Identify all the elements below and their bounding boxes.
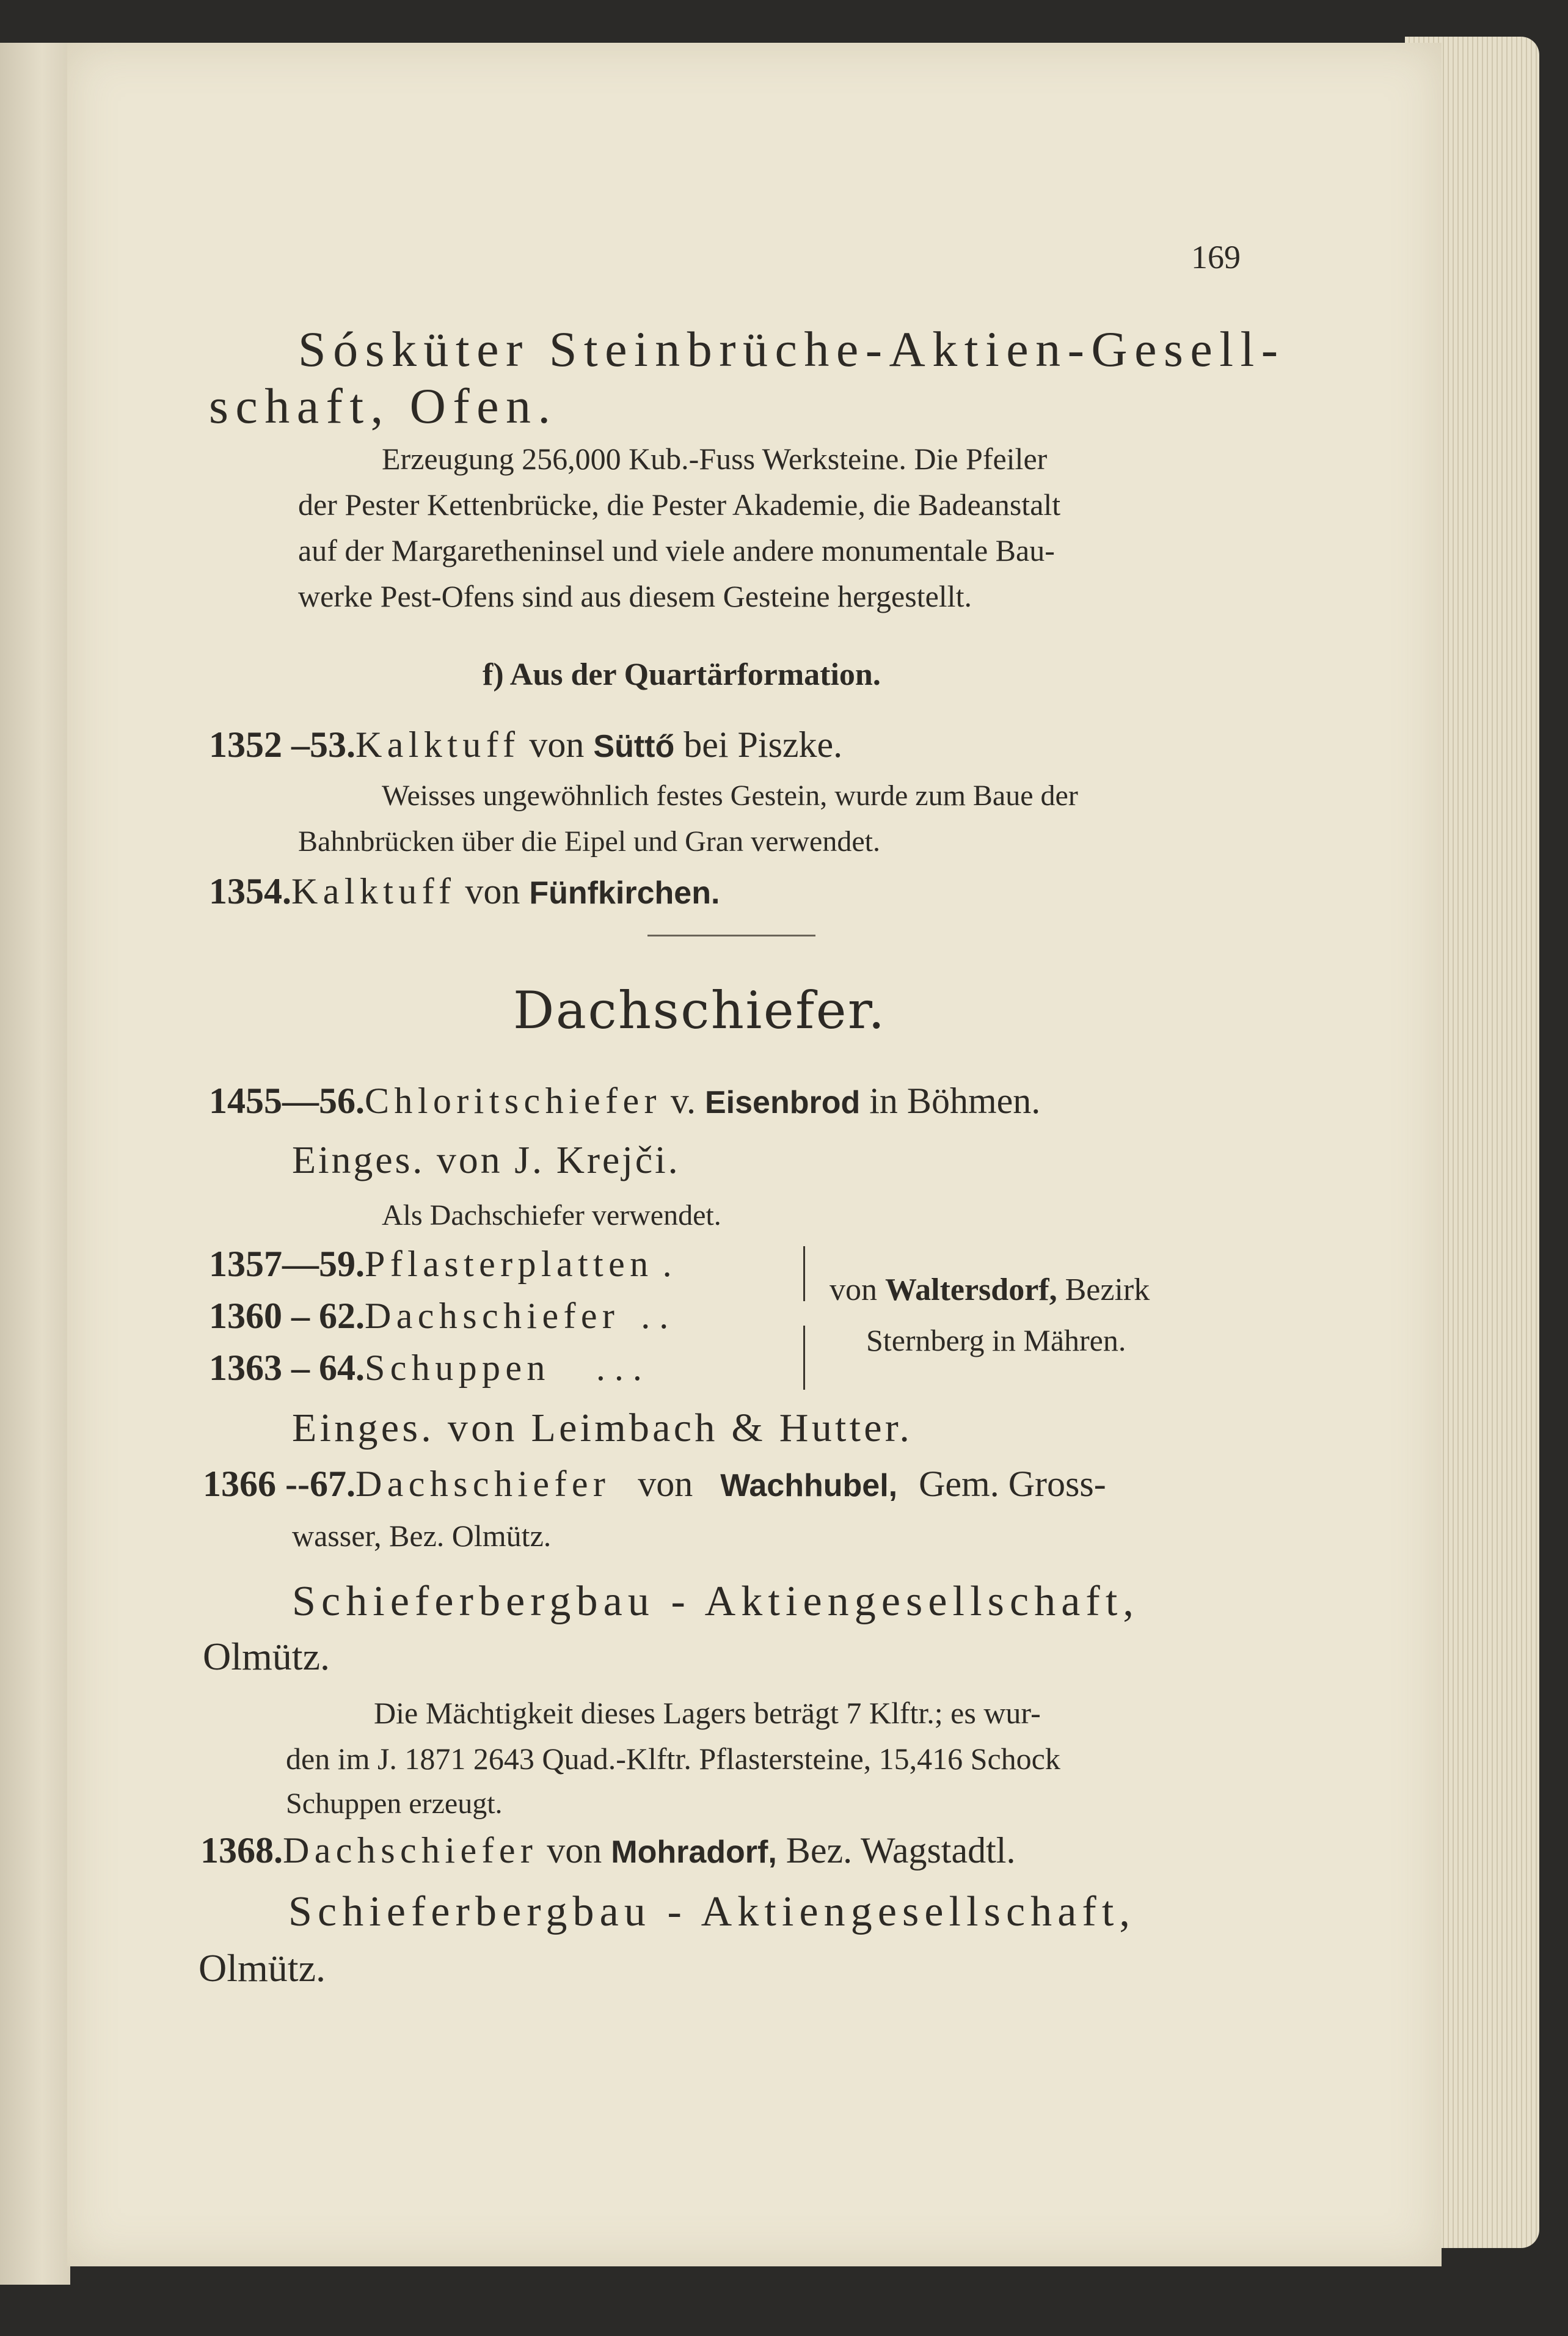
entry-1352-desc-line: Weisses ungewöhnlich festes Gestein, wurde zum Baue der xyxy=(382,779,1078,812)
entry-von: von xyxy=(465,871,520,911)
entry-von: v. xyxy=(670,1081,696,1121)
entry-number: 1368. xyxy=(200,1830,283,1871)
entry-dots: . . xyxy=(641,1296,669,1336)
entry-item: Dachschiefer xyxy=(365,1296,620,1336)
entry-dots: . xyxy=(662,1244,672,1284)
entry-number: 1455—56. xyxy=(209,1081,365,1121)
company3-name-line2: Olmütz. xyxy=(199,1946,326,1990)
section-title: Dachschiefer. xyxy=(513,980,886,1040)
krejci-note: Als Dachschiefer verwendet. xyxy=(382,1199,721,1232)
left-page-edge xyxy=(0,43,70,2285)
company2-desc-line: Die Mächtigkeit dieses Lagers beträgt 7 Klftr.; es wur- xyxy=(374,1696,1041,1730)
entry-item: Kalktuff xyxy=(291,871,456,911)
entry-number: 1357—59. xyxy=(209,1244,365,1284)
divider xyxy=(647,935,815,936)
company1-name-line1: Sósküter Steinbrüche-Aktien-Gesell- xyxy=(298,321,1285,377)
entry-rest: Bez. Wagstadtl. xyxy=(786,1830,1016,1871)
company1-desc-line: auf der Margaretheninsel und viele andere monumentale Bau- xyxy=(298,533,1055,568)
entry-item: Pflasterplatten xyxy=(365,1244,654,1284)
bracket xyxy=(803,1326,805,1390)
company3-name-line1: Schieferbergbau - Aktiengesellschaft, xyxy=(288,1888,1136,1935)
entry-1352 xyxy=(209,724,842,766)
section-f-heading: f) Aus der Quartärformation. xyxy=(483,657,881,692)
origin-rest: Bezirk xyxy=(1065,1272,1150,1307)
entry-1368 xyxy=(200,1830,1015,1872)
entry-number: 1354. xyxy=(209,871,291,911)
entry-von: von xyxy=(547,1830,602,1871)
entry-1352-desc-line: Bahnbrücken über die Eipel und Gran verwendet. xyxy=(298,825,880,858)
entry-item: Schuppen xyxy=(365,1348,550,1388)
entry-item: Dachschiefer xyxy=(283,1830,538,1871)
entry-dots: . . . xyxy=(596,1348,642,1388)
group-row xyxy=(209,1295,668,1337)
company2-name-line1: Schieferbergbau - Aktiengesellschaft, xyxy=(292,1578,1139,1625)
company2-name-line2: Olmütz. xyxy=(203,1635,330,1678)
entry-von: von xyxy=(529,725,585,765)
company1-desc-line: Erzeugung 256,000 Kub.-Fuss Werksteine. Die Pfeiler xyxy=(382,442,1048,476)
entry-number: 1352 –53. xyxy=(209,725,356,765)
entry-1366 xyxy=(203,1463,1106,1505)
entry-place: Wachhubel, xyxy=(720,1468,898,1503)
company2-desc-line: den im J. 1871 2643 Quad.-Klftr. Pflastersteine, 15,416 Schock xyxy=(286,1742,1060,1776)
entry-rest: in Böhmen. xyxy=(869,1081,1041,1121)
bracket xyxy=(803,1246,805,1301)
page-number: 169 xyxy=(1191,239,1241,276)
origin-von: von xyxy=(830,1272,877,1307)
entry-item: Dachschiefer xyxy=(355,1464,611,1504)
entry-item: Chloritschiefer xyxy=(365,1081,662,1121)
entry-place: Süttő xyxy=(593,729,675,764)
einges-krejci: Einges. von J. Krejči. xyxy=(292,1138,680,1181)
company1-name-line2: schaft, Ofen. xyxy=(209,378,558,434)
group-row xyxy=(209,1347,642,1389)
entry-rest: bei Piszke. xyxy=(684,725,843,765)
group-origin-line1 xyxy=(830,1272,1150,1308)
entry-place: Fünfkirchen. xyxy=(529,875,720,911)
company1-desc-line: der Pester Kettenbrücke, die Pester Akademie, die Badeanstalt xyxy=(298,487,1061,522)
entry-place: Eisenbrod xyxy=(705,1085,861,1120)
entry-number: 1360 – 62. xyxy=(209,1296,365,1336)
company1-desc-line: werke Pest-Ofens sind aus diesem Gesteine hergestellt. xyxy=(298,579,972,613)
entry-number: 1363 – 64. xyxy=(209,1348,365,1388)
entry-1366-line2: wasser, Bez. Olmütz. xyxy=(292,1519,552,1553)
entry-item: Kalktuff xyxy=(356,725,520,765)
entry-rest: Gem. Gross- xyxy=(919,1464,1106,1504)
entry-place: Mohradorf, xyxy=(611,1834,777,1870)
entry-1455 xyxy=(209,1080,1040,1122)
entry-number: 1366 --67. xyxy=(203,1464,356,1504)
origin-place: Waltersdorf, xyxy=(885,1272,1057,1307)
group-row xyxy=(209,1243,672,1285)
entry-1354 xyxy=(209,871,720,913)
entry-von: von xyxy=(638,1464,693,1504)
einges-leimbach: Einges. von Leimbach & Hutter. xyxy=(292,1406,913,1450)
company2-desc-line: Schuppen erzeugt. xyxy=(286,1787,503,1820)
group-origin-line2: Sternberg in Mähren. xyxy=(866,1323,1126,1357)
